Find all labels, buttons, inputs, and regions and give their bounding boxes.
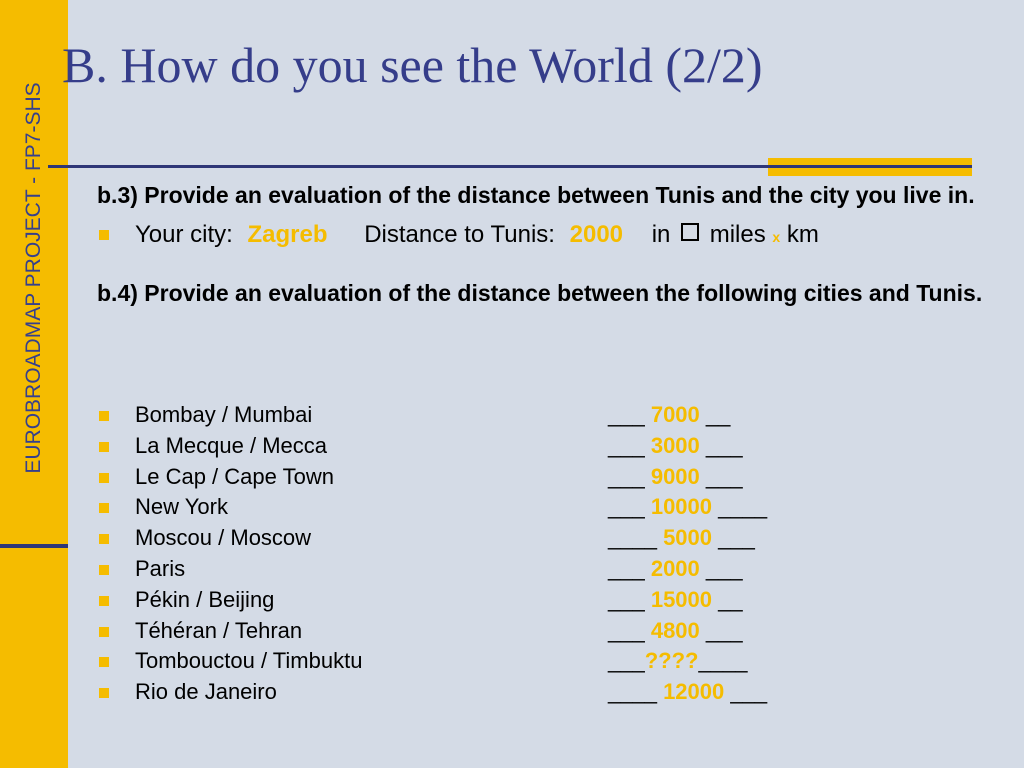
bullet-square-icon	[99, 627, 109, 637]
sidebar-band	[0, 0, 68, 768]
distance-value: ????	[644, 648, 699, 674]
bullet-square-icon	[99, 596, 109, 606]
distance-value: 5000	[663, 525, 713, 551]
miles-checkbox[interactable]	[681, 223, 699, 241]
sidebar-divider	[0, 544, 68, 548]
km-checked-mark: x	[772, 229, 781, 245]
distance-label: Distance to Tunis:	[364, 221, 555, 248]
list-item	[97, 616, 767, 647]
city-name: Le Cap / Cape Town	[135, 463, 334, 489]
bullet-square-icon	[99, 534, 109, 544]
bullet-square-icon	[99, 503, 109, 513]
sidebar-project-label: EUROBROADMAP PROJECT - FP7-SHS	[22, 82, 45, 474]
list-item	[97, 523, 767, 554]
bullet-square-icon	[99, 688, 109, 698]
city-name: Rio de Janeiro	[135, 679, 277, 705]
list-item	[97, 646, 767, 677]
distance-answer: ___ 9000 ___	[608, 463, 743, 489]
distance-answer: ___ 7000 __	[608, 402, 731, 427]
list-item	[97, 554, 767, 585]
miles-label: miles	[709, 221, 766, 248]
distance-value: 15000	[650, 586, 713, 612]
distance-value: 2000	[569, 221, 624, 248]
distance-answer: ___ 10000 ____	[608, 494, 768, 520]
bullet-square-icon	[99, 411, 109, 421]
bullet-square-icon	[99, 442, 109, 452]
list-item	[97, 400, 767, 431]
city-value: Zagreb	[247, 221, 328, 248]
distance-list	[97, 400, 767, 708]
list-item	[97, 585, 767, 616]
list-item	[97, 462, 767, 493]
bullet-square-icon	[99, 565, 109, 575]
distance-value: 3000	[650, 432, 700, 458]
bullet-square-icon	[99, 473, 109, 483]
city-name: La Mecque / Mecca	[135, 432, 327, 458]
title-underline-accent	[768, 158, 972, 176]
city-name: Pékin / Beijing	[135, 586, 275, 612]
city-label: Your city:	[135, 221, 233, 248]
city-name: Téhéran / Tehran	[135, 617, 303, 643]
distance-answer: ___ 2000 ___	[608, 555, 743, 581]
distance-answer: ____ 5000 ___	[608, 525, 755, 551]
km-label: km	[786, 221, 819, 248]
distance-value: 9000	[650, 463, 700, 489]
distance-answer: ___????____	[608, 648, 748, 674]
list-item	[97, 677, 767, 708]
distance-value: 10000	[650, 494, 713, 520]
list-item	[97, 492, 767, 523]
question-b4: b.4) Provide an evaluation of the distance between the following cities and Tunis.	[97, 280, 983, 306]
city-name: Tombouctou / Timbuktu	[135, 648, 363, 674]
bullet-square-icon	[99, 230, 109, 240]
distance-answer: ____ 12000 ___	[608, 679, 768, 705]
city-name: New York	[135, 494, 228, 520]
distance-answer: ___ 3000 ___	[608, 432, 743, 458]
slide-content	[97, 182, 997, 306]
distance-value: 4800	[650, 617, 700, 643]
city-name: Moscou / Moscow	[135, 525, 312, 551]
distance-value: 12000	[663, 679, 725, 705]
your-city-answer	[97, 220, 997, 252]
distance-value: 2000	[650, 555, 700, 581]
slide-title: B. How do you see the World (2/2)	[62, 37, 763, 93]
distance-answer: ___ 4800 ___	[608, 617, 743, 643]
city-name: Bombay / Mumbai	[135, 402, 313, 427]
city-name: Paris	[135, 555, 186, 581]
unit-in-label: in	[651, 221, 671, 248]
distance-value: 7000	[650, 402, 700, 427]
list-item	[97, 431, 767, 462]
distance-answer: ___ 15000 __	[608, 586, 743, 612]
question-b3: b.3) Provide an evaluation of the distance between Tunis and the city you live in.	[97, 182, 975, 208]
bullet-square-icon	[99, 657, 109, 667]
